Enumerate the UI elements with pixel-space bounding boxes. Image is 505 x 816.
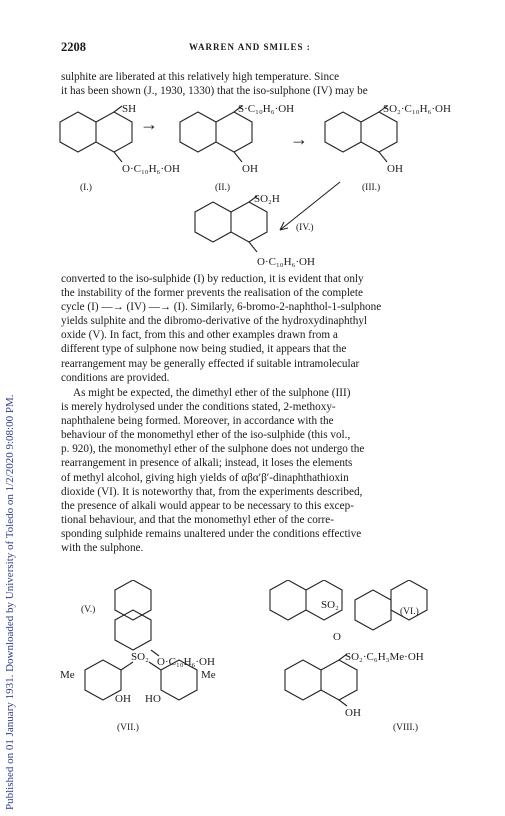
text-line: is merely hydrolysed under the conditions stated, 2-methoxy- xyxy=(61,401,336,414)
text-line: different type of sulphone now being studied, it appears that the xyxy=(61,343,347,356)
structure-II-substituent-top: S·C₁₀H₆·OH xyxy=(238,103,295,115)
text-line: cycle (I) —→ (IV) —→ (I). Similarly, 6-bromo-2-naphthol-1-sulphone xyxy=(61,301,382,314)
structure-IV-substituent-bottom: O·C₁₀H₆·OH xyxy=(257,256,315,268)
arrow-II-to-III: → xyxy=(290,129,308,149)
text-line: behaviour of the monomethyl ether of the iso-sulphide (this vol., xyxy=(61,429,351,442)
text-line: rearrangement may be generally effected if suitable intramolecular xyxy=(61,357,360,370)
intro-text xyxy=(61,70,447,98)
text-line: sponding sulphide remains unaltered under the conditions effective xyxy=(61,527,362,540)
structure-VIII xyxy=(285,651,424,733)
structure-VIII-substituent-top: SO₂·C₆H₃Me·OH xyxy=(345,651,424,663)
structure-VI xyxy=(270,580,427,643)
structure-IV-substituent-top: SO₂H xyxy=(254,193,280,205)
arrow-I-to-II: → xyxy=(140,114,158,134)
structure-III xyxy=(325,103,451,193)
text-line: As might be expected, the dimethyl ether of the sulphone (III) xyxy=(73,387,351,399)
structure-IV-label: (IV.) xyxy=(296,223,314,233)
structure-VII-oh-right: HO xyxy=(145,693,161,705)
structure-III-substituent-bottom: OH xyxy=(387,163,403,175)
text-line: naphthalene being formed. Moreover, in accordance with the xyxy=(61,415,334,428)
structure-VII-me-right: Me xyxy=(201,669,216,681)
text-line: with the sulphone. xyxy=(61,542,144,555)
structure-VI-oxygen: O xyxy=(333,631,341,643)
text-line: oxide (V). In fact, from this and other examples drawn from a xyxy=(61,329,338,342)
structure-I-label: (I.) xyxy=(80,183,92,193)
reaction-scheme-2 xyxy=(55,580,475,740)
paragraph-1 xyxy=(61,272,447,385)
structure-VI-so2: SO₂ xyxy=(321,599,339,611)
text-line: rearrangement in presence of alkali; instead, it loses the elements xyxy=(61,457,353,470)
structure-I-substituent-top: SH xyxy=(122,103,137,115)
text-line: converted to the iso-sulphide (I) by reduction, it is evident that only xyxy=(61,273,364,285)
structure-III-label: (III.) xyxy=(362,183,381,193)
structure-I xyxy=(60,103,180,193)
page-header xyxy=(61,40,451,54)
text-line: dioxide (VI). It is noteworthy that, from the experiments described, xyxy=(61,485,363,498)
page-number: 2208 xyxy=(61,40,86,54)
structure-I-substituent-bottom: O·C₁₀H₆·OH xyxy=(122,163,180,175)
structure-III-substituent-top: SO₂·C₁₀H₆·OH xyxy=(383,103,451,115)
structure-VIII-label: (VIII.) xyxy=(393,723,419,733)
running-title: WARREN AND SMILES : xyxy=(189,42,311,52)
structure-VII-label: (VII.) xyxy=(117,723,139,733)
structure-VI-label: (VI.) xyxy=(400,607,419,617)
structure-VIII-substituent-bottom: OH xyxy=(345,707,361,719)
text-line: sulphite are liberated at this relatively high temperature. Since xyxy=(61,71,340,83)
text-line: the instability of the former prevents the realisation of the complete xyxy=(61,287,363,300)
structure-VII-so2: SO₂ xyxy=(131,651,149,663)
structure-V-label: (V.) xyxy=(81,605,96,615)
text-line: p. 920), the monomethyl ether of the sulphone does not undergo the xyxy=(61,443,365,456)
reaction-scheme-1 xyxy=(40,100,480,285)
text-line: it has been shown (J., 1930, 1330) that the iso-sulphone (IV) may be xyxy=(61,85,368,98)
structure-II-label: (II.) xyxy=(215,183,231,193)
side-publication-note: Published on 01 January 1931. Downloaded by University of Toledo on 1/2/2020 9:08:00 PM. xyxy=(4,394,16,810)
structure-II xyxy=(180,103,294,193)
text-line: conditions are provided. xyxy=(61,371,170,384)
structure-VII-oh-left: OH xyxy=(115,693,131,705)
text-line: yields sulphite and the dibromo-derivative of the hydroxydinaphthyl xyxy=(61,315,368,328)
structure-V-substituent: O·C₁₀H₆·OH xyxy=(157,656,215,668)
structure-IV xyxy=(195,193,315,268)
text-line: tional behaviour, and that the monomethyl ether of the corre- xyxy=(61,513,334,526)
structure-VII-me-left: Me xyxy=(60,669,75,681)
arrow-III-to-IV-head xyxy=(280,222,288,230)
text-line: the presence of alkali would appear to be necessary to this excep- xyxy=(61,499,354,512)
text-line: of methyl alcohol, giving high yields of αβα′β′-dinaphthathioxin xyxy=(61,471,349,484)
structure-II-substituent-bottom: OH xyxy=(242,163,258,175)
paragraph-2 xyxy=(61,386,447,555)
